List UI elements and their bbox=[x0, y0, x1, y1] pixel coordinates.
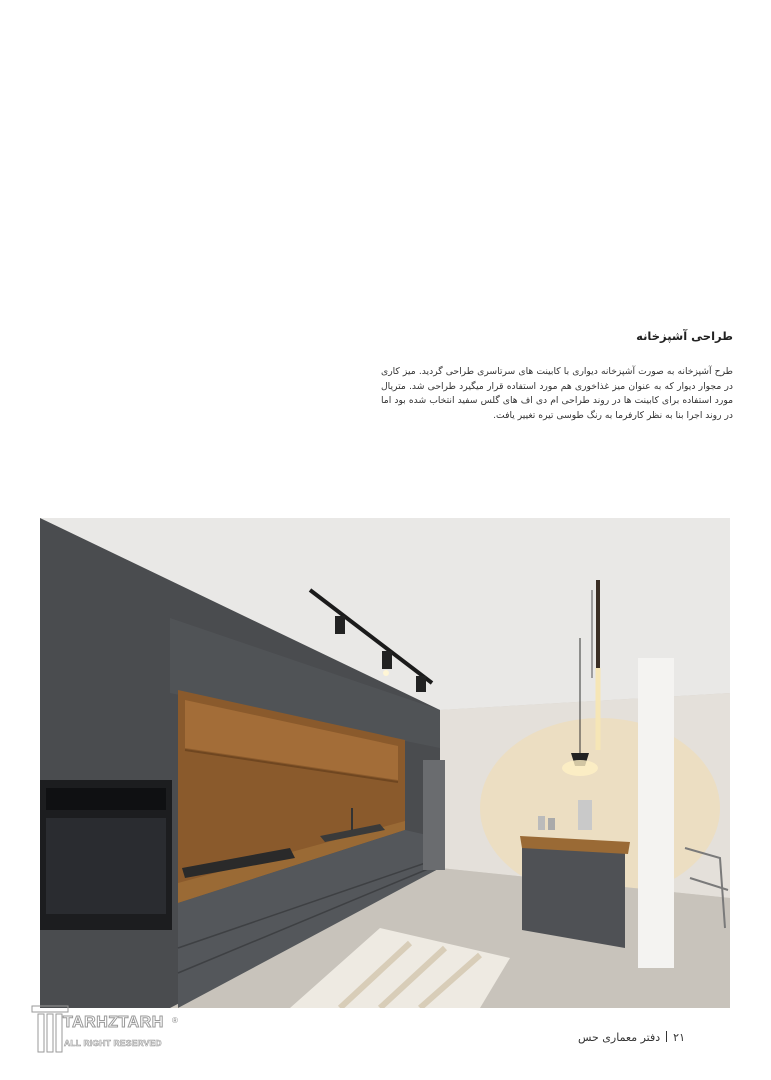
logo-brand-text: TARHZTARH bbox=[63, 1014, 164, 1031]
footer-separator bbox=[666, 1031, 667, 1042]
brand-logo bbox=[30, 1002, 190, 1056]
logo-rights-text: ALL RIGHT RESERVED bbox=[64, 1038, 162, 1048]
island bbox=[522, 840, 625, 948]
office-name: دفتر معماری حس bbox=[577, 1031, 661, 1044]
fridge bbox=[423, 760, 445, 870]
kitchen-photo bbox=[40, 518, 730, 1008]
section-heading: طراحی آشپزخانه bbox=[636, 329, 733, 343]
page-number: ۲۱ bbox=[673, 1031, 685, 1044]
section-body-text: طرح آشپزخانه به صورت آشپزخانه دیواری با کابینت های سرتاسری طراحی گردید. میز کاری در مجوار دیوار که به عنوان میز غذاخوری هم مورد استفاده قرار میگیرد طراحی شد. متریال مورد استفاده برای کابینت ها در روند طراحی ام دی اف های گلس سفید انتخاب شده بود اما در روند اجرا بنا به نظر کارفرما به رنگ طوسی تیره تغییر یافت. bbox=[381, 366, 733, 421]
page-footer bbox=[520, 1031, 685, 1044]
registered-mark: ® bbox=[172, 1016, 178, 1025]
column bbox=[638, 658, 674, 968]
